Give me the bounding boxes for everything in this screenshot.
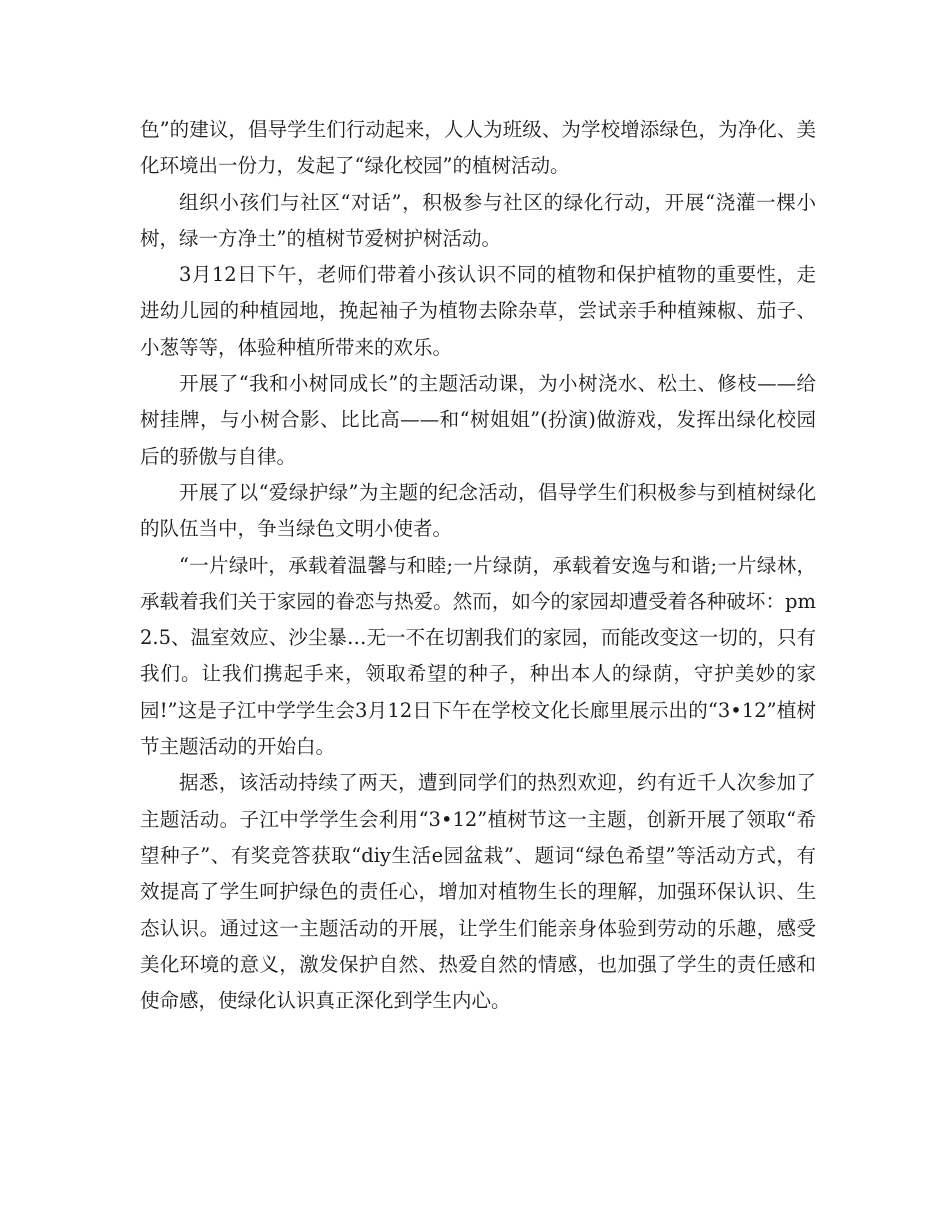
paragraph-5: 开展了以“爱绿护绿”为主题的纪念活动，倡导学生们积极参与到植树绿化的队伍当中，争当绿色文明小使者。 <box>140 480 816 541</box>
paragraph-1: 色”的建议，倡导学生们行动起来，人人为班级、为学校增添绿色，为净化、美化环境出一份力，发起了“绿化校园”的植树活动。 <box>140 118 816 178</box>
paragraph-2: 组织小孩们与社区“对话”，积极参与社区的绿化行动，开展“浇灌一棵小树，绿一方净土”的植树节爱树护树活动。 <box>140 190 816 250</box>
document-body <box>140 112 816 1019</box>
paragraph-4: 开展了“我和小树同成长”的主题活动课，为小树浇水、松土、修枝——给树挂牌，与小树合影、比比高——和“树姐姐”(扮演)做游戏，发挥出绿化校园后的骄傲与自律。 <box>140 372 816 468</box>
paragraph-3: 3月12日下午，老师们带着小孩认识不同的植物和保护植物的重要性，走进幼儿园的种植园地，挽起袖子为植物去除杂草，尝试亲手种植辣椒、茄子、小葱等等，体验种植所带来的欢乐。 <box>140 263 816 359</box>
paragraph-6: “一片绿叶，承载着温馨与和睦;一片绿荫，承载着安逸与和谐;一片绿林，承载着我们关于家园的眷恋与热爱。然而，如今的家园却遭受着各种破坏：pm2.5、温室效应、沙尘暴…无一不在切割我们的家园，而能改变这一切的，只有我们。让我们携起手来，领取希望的种子，种出本人的绿荫，守护美妙的家园!”这是子江中学学生会3月12日下午在学校文化长廊里展示出的“3•12”植树节主题活动的开始白。 <box>140 553 816 759</box>
paragraph-7: 据悉，该活动持续了两天，遭到同学们的热烈欢迎，约有近千人次参加了主题活动。子江中学学生会利用“3•12”植树节这一主题，创新开展了领取“希望种子”、有奖竞答获取“diy生活e园盆栽”、题词“绿色希望”等活动方式，有效提高了学生呵护绿色的责任心，增加对植物生长的理解，加强环保认识、生态认识。通过这一主题活动的开展，让学生们能亲身体验到劳动的乐趣，感受美化环境的意义，激发保护自然、热爱自然的情感，也加强了学生的责任感和使命感，使绿化认识真正深化到学生内心。 <box>140 771 816 1013</box>
